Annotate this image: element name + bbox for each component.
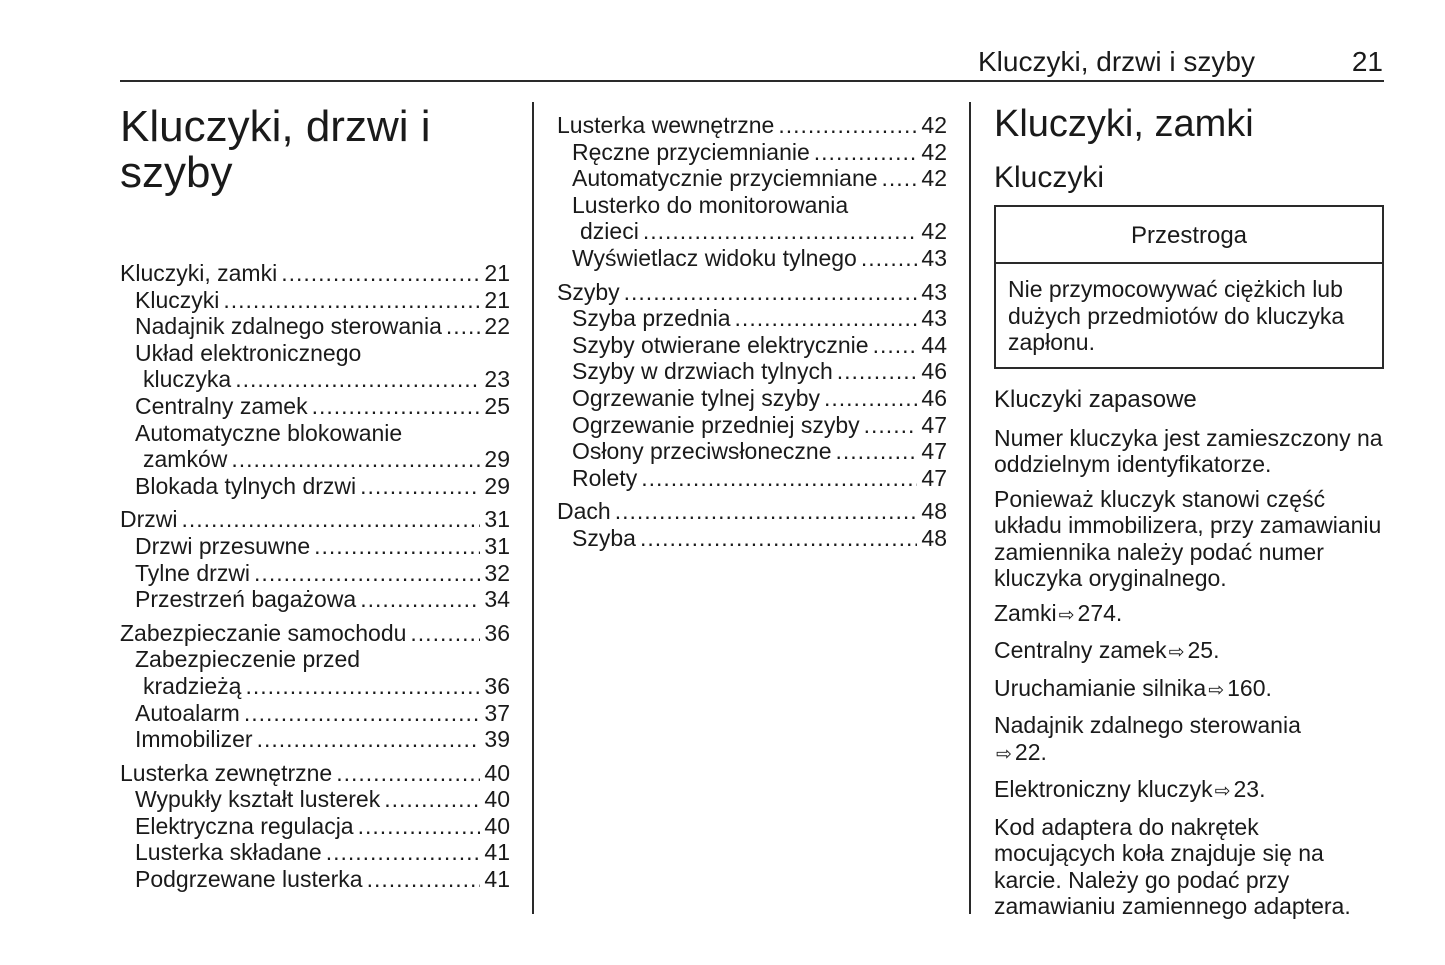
toc-label: Lusterka zewnętrzne (120, 759, 333, 786)
toc-page-number: 34 (484, 586, 510, 613)
toc-page-number: 21 (484, 286, 510, 313)
toc-label: Autoalarm (135, 699, 240, 726)
cross-reference[interactable] (994, 675, 1384, 705)
reference-page: 274. (1077, 599, 1123, 626)
toc-page-number: 43 (921, 278, 947, 305)
content-column (994, 100, 1384, 928)
toc-leader-dots (882, 165, 918, 192)
toc-leader-dots (336, 760, 480, 787)
toc-leader-dots (235, 366, 480, 393)
toc-leader-dots (281, 260, 480, 287)
toc-label: Ogrzewanie przedniej szyby (572, 411, 860, 438)
toc-label: Szyby (557, 278, 620, 305)
toc-page-number: 29 (484, 472, 510, 499)
column-divider-2 (969, 102, 971, 914)
toc-label: Lusterka składane (135, 839, 322, 866)
cross-reference[interactable] (994, 637, 1384, 667)
toc-leader-dots (735, 305, 918, 332)
toc-entry[interactable] (557, 218, 947, 245)
toc-page-number: 32 (484, 559, 510, 586)
toc-leader-dots (824, 385, 917, 412)
toc-leader-dots (231, 446, 480, 473)
reference-page: 23. (1233, 776, 1266, 802)
toc-leader-dots (778, 112, 917, 139)
toc-label: dzieci (580, 218, 639, 245)
toc-page-number: 48 (921, 498, 947, 525)
toc-label: Wyświetlacz widoku tylnego (572, 244, 857, 271)
toc-page-number: 31 (484, 532, 510, 559)
toc-page-number: 43 (921, 244, 947, 271)
toc-leader-dots (814, 139, 918, 166)
toc-page-number: 44 (921, 331, 947, 358)
toc-leader-dots (254, 560, 480, 587)
toc-entry[interactable] (557, 358, 947, 385)
toc-label: Rolety (572, 464, 638, 491)
toc-leader-dots (244, 700, 481, 727)
chapter-title: Kluczyki, drzwi i szyby (120, 102, 431, 197)
cross-reference[interactable] (994, 776, 1384, 806)
toc-label: Kluczyki (135, 286, 220, 313)
reference-page: 25. (1187, 637, 1220, 663)
toc-entry-line[interactable] (120, 340, 510, 367)
toc-section (120, 506, 510, 612)
toc-leader-dots (640, 525, 917, 552)
toc-entry[interactable] (120, 393, 510, 420)
toc-label: Blokada tylnych drzwi (135, 472, 357, 499)
toc-entry[interactable] (120, 726, 510, 753)
running-header-title: Kluczyki, drzwi i szyby (978, 46, 1255, 77)
toc-leader-dots (641, 465, 917, 492)
reference-label: Nadajnik zdalnego sterowania (994, 712, 1301, 738)
toc-leader-dots (836, 438, 918, 465)
cross-reference[interactable] (994, 712, 1384, 768)
toc-label: Automatycznie przyciemniane (572, 165, 878, 192)
toc-entry[interactable] (557, 139, 947, 166)
column-divider-1 (532, 102, 534, 914)
toc-leader-dots (873, 332, 918, 359)
toc-label: Ogrzewanie tylnej szyby (572, 384, 820, 411)
toc-label: kradzieżą (143, 672, 242, 699)
toc-entry[interactable] (557, 525, 947, 552)
reference-arrow-icon: ⇨ (1214, 781, 1231, 802)
reference-label: Centralny zamek (994, 637, 1167, 663)
toc-section-entry[interactable] (557, 279, 947, 306)
toc-entry[interactable] (120, 786, 510, 813)
toc-page-number: 41 (484, 866, 510, 893)
toc-leader-dots (864, 412, 918, 439)
toc-entry[interactable] (120, 313, 510, 340)
toc-leader-dots (223, 287, 480, 314)
toc-entry[interactable] (557, 385, 947, 412)
toc-entry[interactable] (120, 700, 510, 727)
toc-label: Nadajnik zdalnego sterowania (135, 313, 442, 340)
toc-label: Kluczyki, zamki (120, 260, 278, 286)
toc-page-number: 31 (484, 506, 510, 533)
toc-label: Elektryczna regulacja (135, 812, 354, 839)
caution-text: Nie przymocowywać ciężkich lub dużych przedmiotów do kluczyka zapłonu. (1008, 276, 1345, 355)
cross-reference[interactable] (994, 600, 1384, 630)
toc-label: Lusterko do monitorowania (572, 191, 849, 218)
toc-section-entry[interactable] (120, 260, 510, 287)
toc-column-1 (120, 260, 510, 900)
toc-label: Zabezpieczenie przed (135, 646, 361, 673)
toc-entry[interactable] (120, 287, 510, 314)
toc-entry[interactable] (120, 813, 510, 840)
toc-page-number: 39 (484, 726, 510, 753)
toc-section (557, 279, 947, 492)
page-number: 21 (1351, 46, 1383, 77)
spare-keys-heading: Kluczyki zapasowe (994, 385, 1197, 413)
toc-label: Szyba przednia (572, 305, 731, 332)
toc-label: Lusterka wewnętrzne (557, 112, 775, 138)
toc-label: Szyby otwierane elektrycznie (572, 331, 869, 358)
toc-label: Tylne drzwi (135, 559, 251, 586)
toc-leader-dots (861, 245, 918, 272)
toc-page-number: 47 (921, 464, 947, 491)
reference-arrow-icon: ⇨ (1058, 604, 1075, 626)
toc-leader-dots (643, 218, 918, 245)
toc-entry[interactable] (557, 412, 947, 439)
toc-entry-line[interactable] (557, 192, 947, 219)
toc-entry[interactable] (557, 245, 947, 272)
toc-label: Drzwi (120, 506, 178, 533)
toc-label: zamków (143, 446, 228, 473)
toc-page-number: 42 (921, 165, 947, 192)
toc-section-entry[interactable] (120, 760, 510, 787)
toc-leader-dots (384, 786, 480, 813)
toc-page-number: 40 (484, 786, 510, 813)
toc-page-number: 36 (484, 672, 510, 699)
reference-arrow-icon: ⇨ (1168, 642, 1185, 663)
section-title: Kluczyki, zamki (994, 103, 1254, 145)
toc-label: Drzwi przesuwne (135, 532, 311, 559)
toc-label: Immobilizer (135, 726, 253, 753)
toc-entry[interactable] (120, 533, 510, 560)
toc-entry[interactable] (120, 586, 510, 613)
toc-leader-dots (360, 473, 480, 500)
toc-leader-dots (410, 620, 480, 647)
toc-section (120, 760, 510, 893)
toc-section (120, 260, 510, 499)
toc-leader-dots (257, 726, 481, 753)
reference-label: Elektroniczny kluczyk (994, 776, 1213, 802)
toc-page-number: 42 (921, 138, 947, 165)
toc-entry[interactable] (557, 465, 947, 492)
toc-leader-dots (314, 533, 480, 560)
toc-leader-dots (837, 358, 918, 385)
toc-entry[interactable] (557, 165, 947, 192)
toc-section-entry[interactable] (557, 112, 947, 139)
toc-page-number: 23 (484, 366, 510, 393)
caution-heading: Przestroga (996, 207, 1382, 264)
toc-section-entry[interactable] (557, 498, 947, 525)
paragraph: Numer kluczyka jest zamieszczony na oddzielnym identyfikatorze. (994, 424, 1383, 477)
toc-label: Przestrzeń bagażowa (135, 586, 357, 613)
toc-page-number: 46 (921, 358, 947, 385)
toc-label: Dach (557, 498, 611, 525)
reference-label: Uruchamianie silnika (994, 674, 1207, 701)
toc-page-number: 42 (921, 218, 947, 245)
reference-page: 160. (1227, 674, 1272, 701)
paragraph: Ponieważ kluczyk stanowi część układu immobilizera, przy zamawianiu zamiennika należy podać numer kluczyka oryginalnego. (994, 485, 1382, 591)
header-rule (120, 80, 1384, 82)
toc-entry[interactable] (120, 839, 510, 866)
toc-page-number: 29 (484, 446, 510, 473)
toc-label: Podgrzewane lusterka (135, 866, 363, 893)
toc-section-entry[interactable] (120, 506, 510, 533)
reference-arrow-icon: ⇨ (1208, 679, 1225, 701)
toc-leader-dots (615, 498, 918, 525)
toc-leader-dots (326, 839, 481, 866)
subsection-title: Kluczyki (994, 161, 1105, 194)
toc-section (557, 112, 947, 272)
toc-leader-dots (245, 673, 480, 700)
toc-entry[interactable] (120, 673, 510, 700)
toc-leader-dots (182, 506, 481, 533)
toc-entry[interactable] (120, 560, 510, 587)
toc-page-number: 40 (484, 759, 510, 786)
toc-label: Ręczne przyciemnianie (572, 138, 810, 165)
reference-label: Zamki (994, 599, 1057, 626)
caution-box (994, 205, 1384, 369)
toc-page-number: 25 (484, 392, 510, 419)
toc-label: Wypukły kształt lusterek (135, 786, 381, 813)
toc-section (120, 620, 510, 753)
toc-leader-dots (624, 279, 918, 306)
toc-label: Zabezpieczanie samochodu (120, 619, 407, 646)
toc-section (557, 498, 947, 551)
toc-page-number: 36 (484, 619, 510, 646)
toc-leader-dots (312, 393, 481, 420)
toc-entry[interactable] (120, 446, 510, 473)
toc-leader-dots (367, 866, 481, 893)
toc-entry[interactable] (120, 366, 510, 393)
toc-entry[interactable] (120, 866, 510, 893)
toc-entry[interactable] (557, 332, 947, 359)
reference-arrow-icon: ⇨ (996, 743, 1012, 765)
toc-entry[interactable] (557, 305, 947, 332)
toc-leader-dots (358, 813, 481, 840)
toc-label: Szyba (572, 524, 636, 551)
toc-page-number: 40 (484, 812, 510, 839)
toc-label: kluczyka (143, 366, 232, 393)
toc-page-number: 46 (921, 384, 947, 411)
toc-entry-line[interactable] (120, 420, 510, 447)
toc-entry[interactable] (557, 438, 947, 465)
toc-page-number: 41 (484, 839, 510, 866)
toc-label: Szyby w drzwiach tylnych (572, 358, 833, 385)
toc-leader-dots (446, 313, 481, 340)
toc-column-2 (557, 112, 947, 559)
toc-label: Centralny zamek (135, 392, 308, 419)
toc-page-number: 22 (484, 313, 510, 340)
toc-leader-dots (360, 586, 480, 613)
closing-paragraph: Kod adaptera do nakrętek mocujących koła znajduje się na karcie. Należy go podać przy zamawianiu zamiennego adaptera. (994, 813, 1351, 919)
toc-page-number: 47 (921, 411, 947, 438)
toc-page-number: 48 (921, 524, 947, 551)
toc-label: Automatyczne blokowanie (135, 419, 403, 446)
toc-entry-line[interactable] (120, 646, 510, 673)
toc-entry[interactable] (120, 473, 510, 500)
toc-page-number: 21 (484, 260, 510, 286)
reference-page: 22. (1014, 738, 1047, 765)
toc-label: Układ elektronicznego (135, 339, 362, 366)
toc-page-number: 42 (921, 112, 947, 138)
toc-page-number: 43 (921, 305, 947, 332)
toc-page-number: 37 (484, 699, 510, 726)
toc-section-entry[interactable] (120, 620, 510, 647)
toc-label: Osłony przeciwsłoneczne (572, 438, 832, 465)
toc-page-number: 47 (921, 438, 947, 465)
